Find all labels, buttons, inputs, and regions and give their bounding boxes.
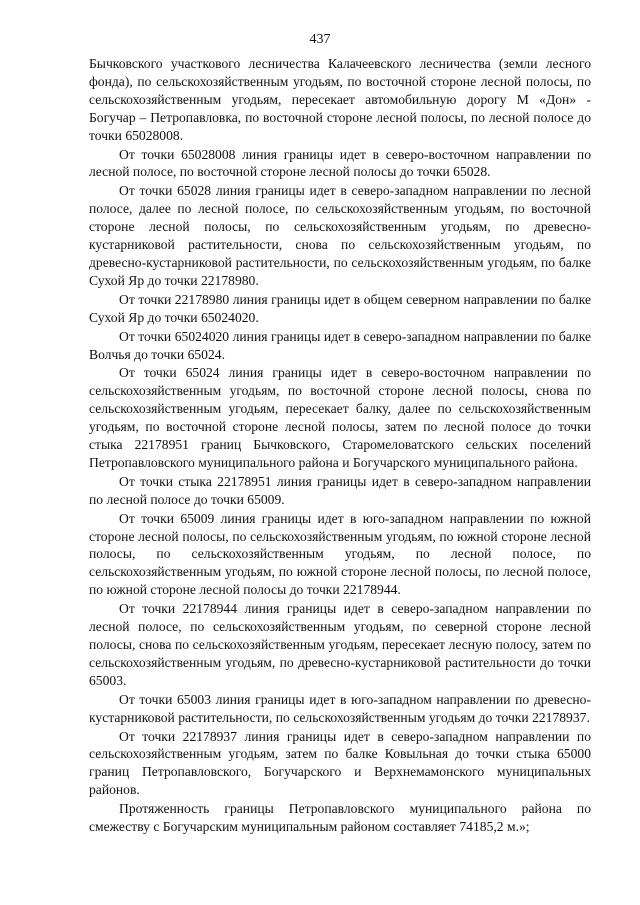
paragraph: От точки 22178944 линия границы идет в северо-западном направлении по лесной полосе, по сельскохозяйственным угодьям, по северной стороне лесной полосы, снова по сельскохозяйственным угодьям, пересекает лесную полосу, затем по сельскохозяйственным угодьям, по древесно-кустарниковой растительности до точки 65003. xyxy=(89,601,591,688)
paragraph: Протяженность границы Петропавловского муниципального района по смежеству с Богучарским муниципальным районом составляет 74185,2 м.»; xyxy=(89,801,591,835)
paragraph: От точки 65009 линия границы идет в юго-западном направлении по южной стороне лесной полосы, по сельскохозяйственным угодьям, по южной стороне лесной полосы, по сельскохозяйственным угодьям, по лесной полосе, по сельскохозяйственным угодьям, по южной стороне лесной полосы, по лесной полосе, по южной стороне лесной полосы до точки 22178944. xyxy=(89,510,591,598)
page-number: 437 xyxy=(309,32,331,47)
paragraph: От точки стыка 22178951 линия границы идет в северо-западном направлении по лесной полосе до точки 65009. xyxy=(89,473,591,507)
paragraph: От точки 65028 линия границы идет в северо-западном направлении по лесной полосе, далее по лесной полосе, по сельскохозяйственным угодьям, по восточной стороне лесной полосы, по сельскохозяйственным угодьям, по древесно-кустарниковой растительности, снова по сельскохозяйственным угодьям, по древесно-кустарниковой растительности, по сельскохозяйственным угодьям, по балке Сухой Яр до точки 22178980. xyxy=(89,183,591,288)
paragraph: Бычковского участкового лесничества Калачеевского лесничества (земли лесного фонда), по сельскохозяйственным угодьям, по восточной стороне лесной полосы, по сельскохозяйственным угодьям, пересекает автомобильную дорогу М «Дон» - Богучар – Петропавловка, по восточной стороне лесной полосы, по лесной полосе до точки 65028008. xyxy=(89,56,591,143)
document-body xyxy=(89,55,591,837)
paragraph: От точки 65024020 линия границы идет в северо-западном направлении по балке Волчья до точки 65024. xyxy=(89,328,591,362)
paragraph: От точки 22178937 линия границы идет в северо-западном направлении по сельскохозяйственным угодьям, затем по балке Ковыльная до точки стыка 65000 границ Петропавловского, Богучарского и Верхнемамонского муниципальных районов. xyxy=(89,728,591,798)
paragraph: От точки 22178980 линия границы идет в общем северном направлении по балке Сухой Яр до точки 65024020. xyxy=(89,291,591,325)
paragraph: От точки 65028008 линия границы идет в северо-восточном направлении по лесной полосе, по восточной стороне лесной полосы до точки 65028. xyxy=(89,146,591,180)
paragraph: От точки 65003 линия границы идет в юго-западном направлении по древесно-кустарниковой растительности, по сельскохозяйственным угодьям до точки 22178937. xyxy=(89,691,591,725)
paragraph: От точки 65024 линия границы идет в северо-восточном направлении по сельскохозяйственным угодьям, по восточной стороне лесной полосы, снова по сельскохозяйственным угодьям, пересекает балку, далее по сельскохозяйственным угодьям, по восточной стороне лесной полосы, затем по лесной полосе до точки стыка 22178951 границ Бычковского, Старомеловатского сельских поселений Петропавловского муниципального района и Богучарского муниципального района. xyxy=(89,365,591,470)
